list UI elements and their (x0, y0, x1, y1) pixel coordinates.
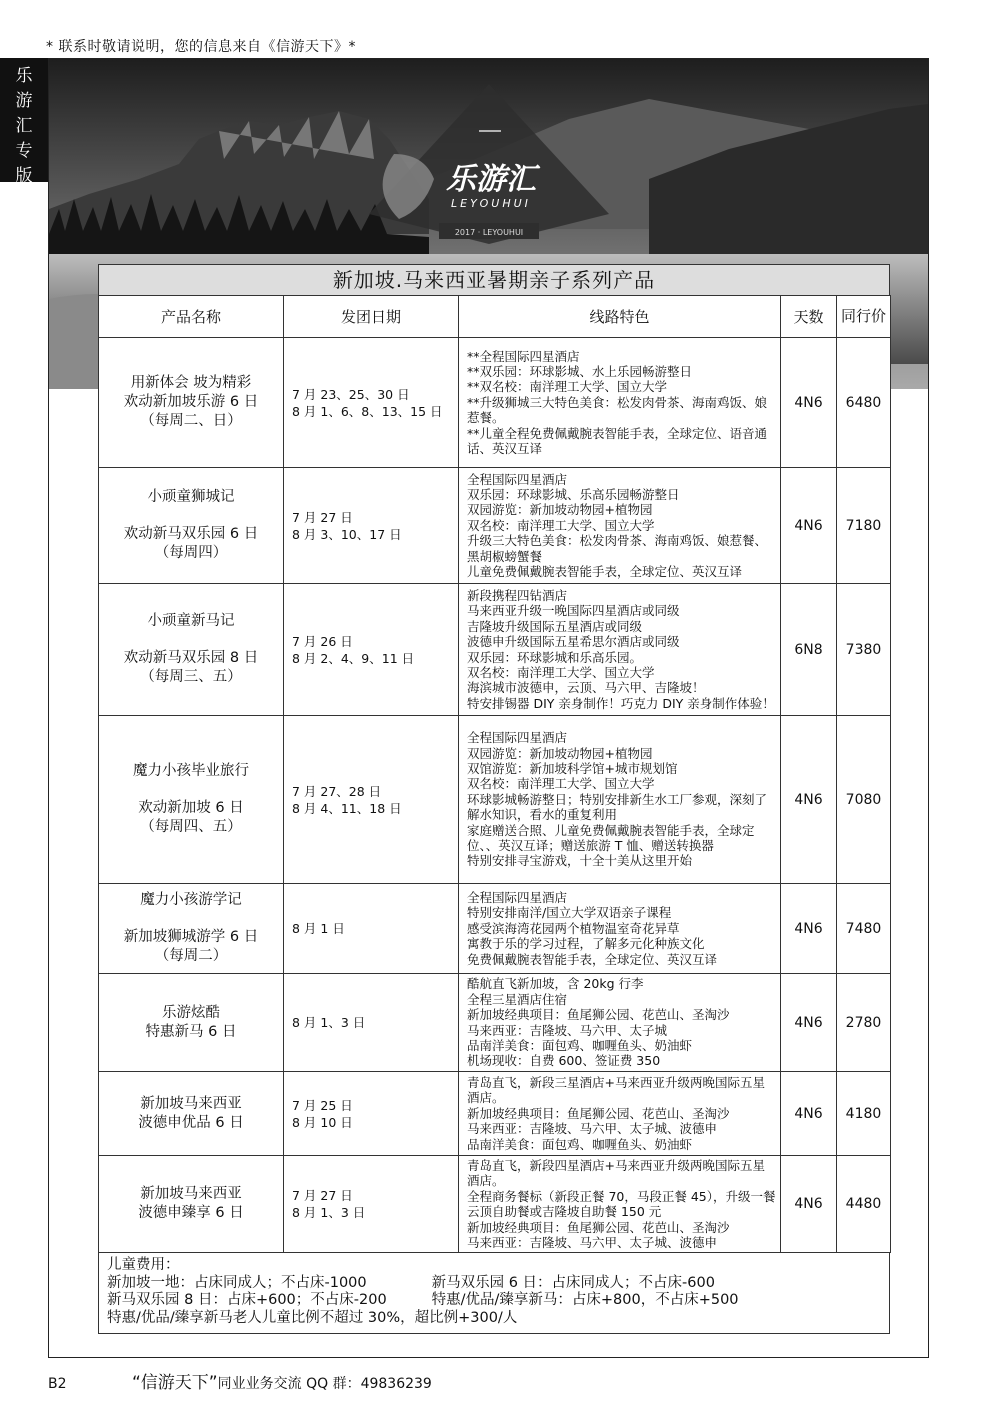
table-row (99, 584, 891, 716)
child-fee-item: 新加坡一地：占床同成人；不占床-1000 (107, 1274, 367, 1291)
route-feature-line: 特别安排南洋/国立大学双语亲子课程 (467, 905, 672, 921)
price-cell: 7480 (837, 884, 891, 974)
product-table (98, 295, 891, 1253)
price-cell: 7180 (837, 468, 891, 584)
header-days: 天数 (781, 296, 837, 338)
departure-date-cell (284, 716, 459, 884)
days-cell: 6N8 (781, 584, 837, 716)
route-feature-line: 新加坡经典项目：鱼尾狮公园、花芭山、圣淘沙 (467, 1007, 730, 1023)
route-features-cell (459, 468, 781, 584)
product-name-line: 小顽童新马记 (147, 613, 235, 629)
days-cell: 4N6 (781, 884, 837, 974)
table-row (99, 1072, 891, 1156)
route-feature-line: 升级三大特色美食：松发肉骨茶、海南鸡饭、娘惹餐、黑胡椒螃蟹餐 (467, 533, 768, 564)
product-name-line: 魔力小孩游学记 (140, 892, 242, 908)
route-feature-line: 全程三星酒店住宿 (467, 991, 568, 1007)
route-feature-line: 全程国际四星酒店 (467, 730, 568, 746)
product-name-cell (99, 974, 284, 1072)
departure-date-cell (284, 974, 459, 1072)
product-table-container (98, 264, 890, 1334)
table-title: 新加坡.马来西亚暑期亲子系列产品 (98, 264, 890, 295)
page-number: B2 (48, 1376, 67, 1392)
product-name-line (100, 781, 282, 799)
table-row (99, 338, 891, 468)
route-feature-line: 马来西亚升级一晚国际四星酒店或同级 (467, 603, 680, 619)
product-name-line (100, 910, 282, 928)
route-feature-line: 波德申升级国际五星希思尔酒店或同级 (467, 634, 680, 650)
product-name-line: 用新体会 坡为精彩 (130, 375, 252, 391)
route-features-cell (459, 716, 781, 884)
route-feature-line: 青岛直飞，新段四星酒店+马来西亚升级两晚国际五星酒店。 (467, 1158, 765, 1189)
route-feature-line: **全程国际四星酒店 (467, 348, 580, 364)
departure-date-line: 7 月 27 日 (292, 1188, 353, 1204)
product-name-line (100, 631, 282, 649)
child-fees-row (107, 1292, 881, 1310)
route-feature-line: 特安排锡器 DIY 亲身制作！巧克力 DIY 亲身制作体验！ (467, 695, 775, 711)
route-feature-line: 新加坡经典项目：鱼尾狮公园、花芭山、圣淘沙 (467, 1219, 730, 1235)
price-cell: 4180 (837, 1072, 891, 1156)
departure-date-line: 7 月 26 日 (292, 633, 353, 649)
product-name-line: 欢动新马双乐园 6 日 (123, 526, 259, 542)
side-tab-char: 游 (15, 91, 33, 111)
table-row (99, 716, 891, 884)
departure-date-cell (284, 1072, 459, 1156)
route-feature-line: 青岛直飞，新段三星酒店+马来西亚升级两晚国际五星酒店。 (467, 1074, 765, 1106)
departure-date-line: 8 月 10 日 (292, 1114, 353, 1130)
route-feature-line: 感受滨海湾花园两个植物温室奇花异草 (467, 920, 680, 936)
product-name-line: 乐游炫酷 (162, 1004, 220, 1021)
route-feature-line: 马来西亚：吉隆坡、马六甲、太子城、波德申 (467, 1235, 718, 1251)
product-name-line: 小顽童狮城记 (147, 489, 235, 505)
departure-date-line: 8 月 4、11、18 日 (292, 800, 402, 816)
product-name-cell (99, 338, 284, 468)
table-row (99, 884, 891, 974)
departure-date-cell (284, 584, 459, 716)
route-feature-line: 海滨城市波德申，云顶、马六甲、吉隆坡！ (467, 680, 705, 696)
route-feature-line: 特别安排寻宝游戏，十全十美从这里开始 (467, 853, 693, 869)
route-feature-line: **双乐园：环球影城、水上乐园畅游整日 (467, 363, 693, 379)
departure-date-line: 7 月 23、25、30 日 (292, 386, 410, 402)
route-feature-line: 新加坡经典项目：鱼尾狮公园、花芭山、圣淘沙 (467, 1105, 730, 1121)
product-name-line: 新加坡狮城游学 6 日 (123, 929, 259, 945)
route-feature-line: 双园游览：新加坡动物园+植物园 (467, 745, 653, 761)
product-name-cell (99, 584, 284, 716)
route-feature-line: 环球影城畅游整日；特别安排新生水工厂参观，深刻了解水知识，看水的重复利用 (467, 791, 768, 823)
route-feature-line: **儿童全程免费佩戴腕表智能手表，全球定位、语音通话、英汉互译 (467, 425, 768, 457)
logo-text: 乐游汇 (446, 162, 536, 197)
product-name-line: 波德申优品 6 日 (138, 1114, 244, 1131)
departure-date-line: 8 月 2、4、9、11 日 (292, 650, 415, 666)
logo-year: 2017 · LEYOUHUI (454, 228, 524, 237)
route-feature-line: 品南洋美食：面包鸡、咖喱鱼头、奶油虾 (467, 1037, 693, 1053)
route-feature-line: **双名校：南洋理工大学、国立大学 (467, 379, 668, 395)
route-feature-line: 马来西亚：吉隆坡、马六甲、太子城、波德申 (467, 1121, 718, 1137)
product-name-line: 波德申臻享 6 日 (138, 1205, 244, 1222)
route-features-cell (459, 338, 781, 468)
route-feature-line: 酷航直飞新加坡，含 20kg 行李 (467, 976, 644, 992)
footer-qq: 同业业务交流 QQ 群：49836239 (217, 1376, 432, 1392)
child-fee-note: 特惠/优品/臻享新马老人儿童比例不超过 30%，超比例+300/人 (107, 1309, 518, 1326)
product-name-cell (99, 468, 284, 584)
product-name-cell (99, 884, 284, 974)
departure-date-line: 7 月 27 日 (292, 509, 353, 525)
product-name-line: 新加坡马来西亚 (140, 1186, 242, 1203)
side-tab (0, 58, 48, 186)
page-footer (48, 1368, 432, 1393)
departure-date-line: 8 月 1、6、8、13、15 日 (292, 403, 443, 419)
departure-date-cell (284, 884, 459, 974)
side-tab-char: 汇 (15, 116, 33, 136)
departure-date-cell (284, 1156, 459, 1253)
route-feature-line: 新段携程四钻酒店 (467, 587, 568, 603)
product-name-line: （每周三、五） (140, 669, 242, 685)
product-name-line: 欢动新加坡 6 日 (138, 800, 244, 816)
header-name: 产品名称 (99, 296, 284, 338)
product-name-line: 欢动新加坡乐游 6 日 (123, 394, 259, 410)
days-cell: 4N6 (781, 468, 837, 584)
product-name-line: 特惠新马 6 日 (145, 1023, 237, 1040)
departure-date-cell (284, 468, 459, 584)
product-name-line: （每周四、五） (140, 819, 242, 835)
route-feature-line: 双乐园：环球影城和乐高乐园。 (467, 649, 643, 665)
route-feature-line: 双乐园：环球影城、乐高乐园畅游整日 (467, 486, 680, 502)
departure-date-line: 7 月 25 日 (292, 1097, 353, 1113)
price-cell: 7080 (837, 716, 891, 884)
price-cell: 7380 (837, 584, 891, 716)
side-tab-char: 乐 (15, 66, 33, 86)
product-name-cell (99, 716, 284, 884)
days-cell: 4N6 (781, 338, 837, 468)
route-feature-line: 吉隆坡升级国际五星酒店或同级 (467, 618, 643, 634)
days-cell: 4N6 (781, 1072, 837, 1156)
route-feature-line: 双名校：南洋理工大学、国立大学 (467, 776, 655, 792)
route-feature-line: 儿童免费佩戴腕表智能手表，全球定位、英汉互译 (467, 564, 743, 580)
header-price: 同行价 (837, 296, 891, 338)
route-features-cell (459, 584, 781, 716)
product-name-line: （每周二） (154, 948, 228, 964)
route-feature-line: 双馆游览：新加坡科学馆+城市规划馆 (467, 760, 678, 776)
days-cell: 4N6 (781, 974, 837, 1072)
route-feature-line: 机场现收：自费 600、签证费 350 (467, 1053, 661, 1069)
child-fees-row (107, 1275, 881, 1293)
departure-date-line: 8 月 3、10、17 日 (292, 526, 402, 542)
child-fees-title: 儿童费用： (107, 1257, 180, 1274)
departure-date-line: 8 月 1、3 日 (292, 1205, 366, 1221)
child-fee-item: 特惠/优品/臻享新马：占床+800，不占床+500 (431, 1292, 739, 1309)
child-fees (98, 1253, 890, 1334)
departure-date-line: 7 月 27、28 日 (292, 783, 382, 799)
child-fee-item: 新马双乐园 8 日：占床+600；不占床-200 (107, 1292, 387, 1309)
product-name-line: （每周二、日） (140, 413, 242, 429)
table-row (99, 974, 891, 1072)
route-feature-line: 全程国际四星酒店 (467, 889, 568, 905)
product-name-line: （每周四） (154, 545, 228, 561)
route-features-cell (459, 1072, 781, 1156)
departure-date-line: 8 月 1、3 日 (292, 1015, 366, 1030)
route-feature-line: 品南洋美食：面包鸡、咖喱鱼头、奶油虾 (467, 1136, 693, 1152)
route-feature-line: 马来西亚：吉隆坡、马六甲、太子城 (467, 1022, 668, 1038)
logo-subtitle: LEYOUHUI (451, 197, 531, 210)
footer-brand: “信游天下” (132, 1373, 218, 1393)
side-tab-char: 专 (15, 141, 33, 161)
departure-date-cell (284, 338, 459, 468)
product-name-line: 新加坡马来西亚 (140, 1095, 242, 1112)
route-features-cell (459, 1156, 781, 1253)
route-feature-line: 双名校：南洋理工大学、国立大学 (467, 517, 655, 533)
price-cell: 2780 (837, 974, 891, 1072)
route-feature-line: 家庭赠送合照、儿童免费佩戴腕表智能手表，全球定位、、英汉互译；赠送旅游 T 恤、赠送转换器 (467, 822, 755, 854)
product-name-cell (99, 1072, 284, 1156)
price-cell: 6480 (837, 338, 891, 468)
route-features-cell (459, 884, 781, 974)
table-header-row (99, 296, 891, 338)
days-cell: 4N6 (781, 1156, 837, 1253)
header-note: * 联系时敬请说明，您的信息来自《信游天下》* (46, 39, 356, 55)
route-feature-line: 双名校：南洋理工大学、国立大学 (467, 664, 655, 680)
table-row (99, 468, 891, 584)
product-name-line (100, 507, 282, 525)
route-feature-line: **升级狮城三大特色美食：松发肉骨茶、海南鸡饭、娘惹餐。 (467, 394, 768, 426)
price-cell: 4480 (837, 1156, 891, 1253)
route-features-cell (459, 974, 781, 1072)
child-fee-item: 新马双乐园 6 日：占床同成人；不占床-600 (431, 1274, 715, 1291)
route-feature-line: 双园游览：新加坡动物园+植物园 (467, 502, 653, 518)
product-name-line: 欢动新马双乐园 8 日 (123, 650, 259, 666)
route-feature-line: 免费佩戴腕表智能手表，全球定位、英汉互译 (467, 951, 718, 967)
product-name-cell (99, 1156, 284, 1253)
route-feature-line: 全程商务餐标（新段正餐 70，马段正餐 45），升级一餐云顶自助餐或吉隆坡自助餐 150 元 (467, 1188, 776, 1220)
table-row (99, 1156, 891, 1253)
departure-date-line: 8 月 1 日 (292, 921, 345, 936)
days-cell: 4N6 (781, 716, 837, 884)
side-tab-char: 版 (15, 166, 33, 186)
product-name-line: 魔力小孩毕业旅行 (133, 763, 249, 779)
header-features: 线路特色 (459, 296, 781, 338)
header-date: 发团日期 (284, 296, 459, 338)
route-feature-line: 寓教于乐的学习过程，了解多元化种族文化 (467, 936, 705, 952)
route-feature-line: 全程国际四星酒店 (467, 471, 568, 487)
